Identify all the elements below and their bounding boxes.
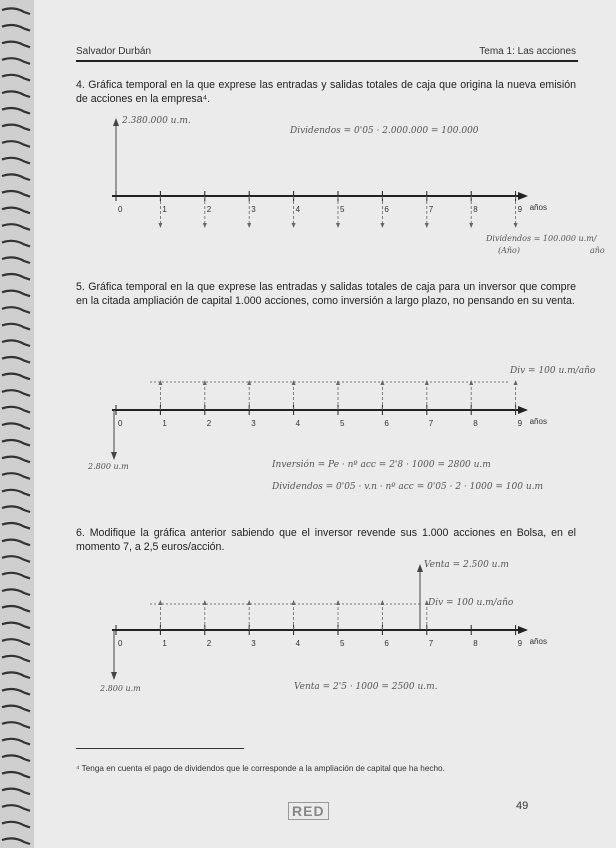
- section-5-inversion: Inversión = Pe · nº acc = 2'8 · 1000 = 2800 u.m: [272, 460, 491, 470]
- timeline-tick-label: 9: [517, 639, 523, 648]
- timeline-unit: años: [529, 203, 547, 212]
- timeline-tick-label: 3: [251, 419, 256, 428]
- dividend-arrow-head: [336, 600, 340, 605]
- timeline-unit: años: [529, 637, 547, 646]
- publisher-logo: RED: [288, 802, 329, 820]
- timeline-tick-label: 8: [473, 639, 478, 648]
- section-4-text: 4. Gráfica temporal en la que exprese las entradas y salidas totales de caja que origina la nueva emisión de acciones en la empresa⁴.: [76, 79, 576, 105]
- timeline-tick-label: 1: [162, 205, 167, 214]
- dividend-arrow-head: [425, 600, 429, 605]
- timeline-tick-label: 7: [428, 419, 434, 428]
- dividend-arrow-head: [292, 600, 296, 605]
- header-chapter: Tema 1: Las acciones: [479, 46, 576, 57]
- timeline-tick-label: 1: [162, 419, 167, 428]
- timeline-tick-label: 5: [340, 419, 345, 428]
- section-4-top-note: 2.380.000 u.m.: [122, 116, 191, 126]
- section-6-div-label: Div = 100 u.m/año: [428, 598, 514, 608]
- timeline-tick-label: 6: [384, 419, 389, 428]
- timeline-tick-label: 5: [340, 639, 345, 648]
- section-6-outflow: 2.800 u.m: [100, 684, 141, 693]
- section-6-text: 6. Modifique la gráfica anterior sabiendo que el inversor revende sus 1.000 acciones en Bolsa, en el momento 7, a 2,5 euros/acción.: [76, 527, 576, 553]
- timeline-tick-label: 2: [206, 205, 212, 214]
- timeline-tick-label: 3: [251, 639, 256, 648]
- timeline-tick-label: 3: [251, 205, 256, 214]
- section-4-div-note: Dividendos = 100.000 u.m/: [486, 234, 597, 243]
- header-author: Salvador Durbán: [76, 46, 152, 57]
- timeline-tick-label: 0: [118, 419, 123, 428]
- page-number: 49: [516, 800, 529, 812]
- section-4-formula: Dividendos = 0'05 · 2.000.000 = 100.000: [290, 126, 479, 136]
- dividend-arrow-head: [380, 600, 384, 605]
- section-5-div-label: Div = 100 u.m/año: [510, 366, 596, 376]
- timeline-tick-label: 8: [473, 419, 478, 428]
- timeline-tick-label: 4: [295, 419, 301, 428]
- timeline-tick-label: 1: [162, 639, 167, 648]
- timeline-tick-label: 0: [118, 639, 123, 648]
- timeline-tick-label: 2: [206, 639, 212, 648]
- section-6-venta-formula: Venta = 2'5 · 1000 = 2500 u.m.: [294, 682, 438, 692]
- timeline-tick-label: 8: [473, 205, 478, 214]
- timeline-tick-label: 7: [428, 205, 434, 214]
- timeline-tick-label: 9: [517, 419, 523, 428]
- footnote-rule: [76, 748, 244, 749]
- timeline-tick-label: 5: [340, 205, 345, 214]
- dividend-arrow-head: [203, 600, 207, 605]
- timeline-tick-label: 7: [428, 639, 434, 648]
- dividend-arrow-head: [247, 600, 251, 605]
- timeline-tick-label: 4: [295, 205, 301, 214]
- timeline-tick-label: 6: [384, 205, 389, 214]
- section-6-venta-label: Venta = 2.500 u.m: [424, 560, 509, 570]
- timeline-tick-label: 9: [517, 205, 523, 214]
- timeline-tick-label: 2: [206, 419, 212, 428]
- timeline-tick-label: 6: [384, 639, 389, 648]
- timeline-tick-label: 0: [118, 205, 123, 214]
- section-4-div-note-side: año: [590, 246, 605, 255]
- timeline-tick-label: 4: [295, 639, 301, 648]
- timeline-unit: años: [529, 417, 547, 426]
- section-5-text: 5. Gráfica temporal en la que exprese las entradas y salidas totales de caja para un inversor que compre en la citada ampliación de capital 1.000 acciones, como inversión a largo plazo, no pensando en su venta.: [76, 281, 576, 307]
- section-5-dividendos: Dividendos = 0'05 · v.n · nº acc = 0'05 · 2 · 1000 = 100 u.m: [272, 482, 544, 492]
- section-4-div-note-year: (Año): [498, 246, 520, 255]
- dividend-arrow-head: [158, 600, 162, 605]
- section-5-outflow: 2.800 u.m: [88, 462, 129, 471]
- footnote: ⁴ Tenga en cuenta el pago de dividendos que le corresponde a la ampliación de capital que ha hecho.: [76, 764, 445, 773]
